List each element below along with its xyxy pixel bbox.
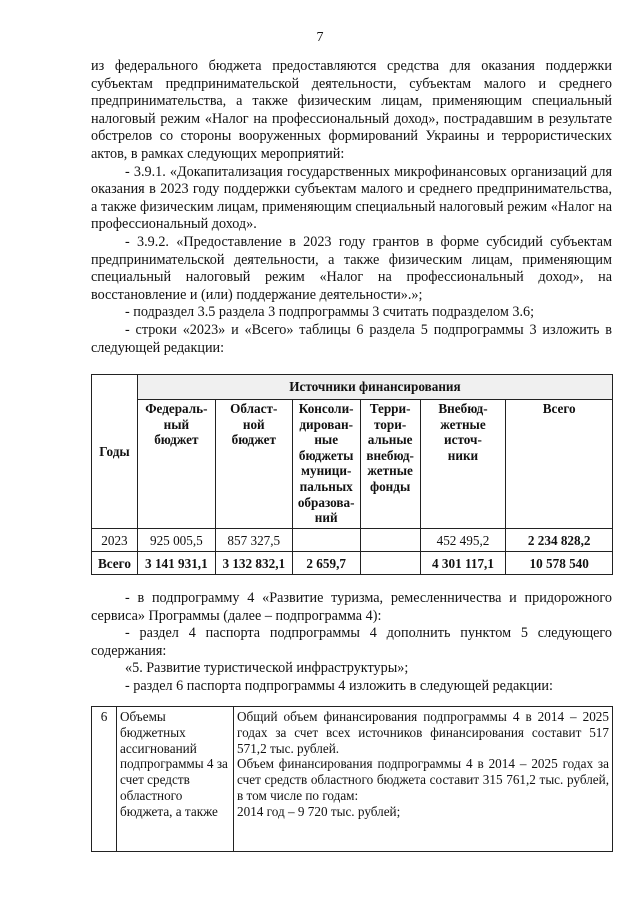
page-number: 7 <box>316 30 324 45</box>
passport-content-line: 2014 год – 9 720 тыс. рублей; <box>237 803 401 819</box>
paragraph: - 3.9.2. «Предоставление в 2023 году грантов в форме субсидий субъектам предпринимательской деятельности, а также физическим лицам, применяющим специальный налоговый режим «Налог на профессиональный доход», на восстановление и (или) поддержание деятельности».»; <box>91 233 612 303</box>
column-header: Федераль- ный бюджет <box>137 400 215 529</box>
body-text <box>91 58 612 357</box>
table-cell-total: 2 234 828,2 <box>506 529 613 552</box>
table-row <box>92 707 613 852</box>
column-header: Внебюд- жетные источ- ники <box>420 400 506 529</box>
table-row <box>92 552 613 575</box>
header-sources: Источники финансирования <box>137 375 612 400</box>
table-cell: 4 301 117,1 <box>420 552 506 575</box>
paragraph: - в подпрограмму 4 «Развитие туризма, ремесленничества и придорожного сервиса» Программы (далее – подпрограмма 4): <box>91 590 612 624</box>
paragraph: - раздел 4 паспорта подпрограммы 4 дополнить пунктом 5 следующего содержания: <box>91 625 612 659</box>
passport-row-number: 6 <box>92 707 117 852</box>
paragraph: из федерального бюджета предоставляются средства для оказания поддержки субъектам предпринимательской деятельности, субъектам малого и среднего предпринимательства, а также физическим лицам, применяющим специальный налоговый режим «Налог на профессиональный доход», пострадавшим в результате обстрелов со стороны вооруженных формирований Украины и террористических актов, в рамках следующих мероприятий: <box>91 58 612 162</box>
finance-table <box>91 374 613 575</box>
passport-table <box>91 706 613 852</box>
passport-row-content <box>234 707 613 852</box>
paragraph: - 3.9.1. «Докапитализация государственных микрофинансовых организаций для оказания в 2023 году поддержки субъектам малого и среднего предпринимательства, а также физическим лицам, применяющим специальный налоговый режим «Налог на профессиональный доход». <box>91 163 612 233</box>
table-cell-total: 10 578 540 <box>506 552 613 575</box>
after-text <box>91 590 612 696</box>
table-cell: 925 005,5 <box>137 529 215 552</box>
column-header: Всего <box>506 400 613 529</box>
table-cell: 452 495,2 <box>420 529 506 552</box>
passport-content-line: Общий объем финансирования подпрограммы 4 в 2014 – 2025 годах за счет всех источников финансирования составит 517 571,2 тыс. рублей. <box>237 709 609 756</box>
column-header: Консоли- дирован- ные бюджеты муници- пальных образова- ний <box>292 400 360 529</box>
column-header: Област- ной бюджет <box>215 400 292 529</box>
table-cell <box>360 552 420 575</box>
paragraph: - подраздел 3.5 раздела 3 подпрограммы 3 считать подразделом 3.6; <box>125 304 535 321</box>
passport-content-line: Объем финансирования подпрограммы 4 в 2014 – 2025 годах за счет средств областного бюджета составит 315 761,2 тыс. рублей, в том числе по годам: <box>237 756 609 803</box>
table-cell: 3 132 832,1 <box>215 552 292 575</box>
table-cell <box>360 529 420 552</box>
paragraph: - строки «2023» и «Всего» таблицы 6 раздела 5 подпрограммы 3 изложить в следующей редакции: <box>91 321 612 356</box>
paragraph: - раздел 6 паспорта подпрограммы 4 изложить в следующей редакции: <box>125 677 553 694</box>
table-cell-year: 2023 <box>92 529 138 552</box>
table-cell: 3 141 931,1 <box>137 552 215 575</box>
passport-row-label: Объемы бюджетных ассигнований подпрограммы 4 за счет средств областного бюджета, а также <box>117 707 234 852</box>
table-cell: 857 327,5 <box>215 529 292 552</box>
table-cell-year: Всего <box>92 552 138 575</box>
table-row <box>92 529 613 552</box>
table-cell <box>292 529 360 552</box>
column-header: Терри- тори- альные внебюд- жетные фонды <box>360 400 420 529</box>
header-years: Годы <box>92 375 138 529</box>
table-cell: 2 659,7 <box>292 552 360 575</box>
paragraph: «5. Развитие туристической инфраструктуры»; <box>125 660 409 677</box>
